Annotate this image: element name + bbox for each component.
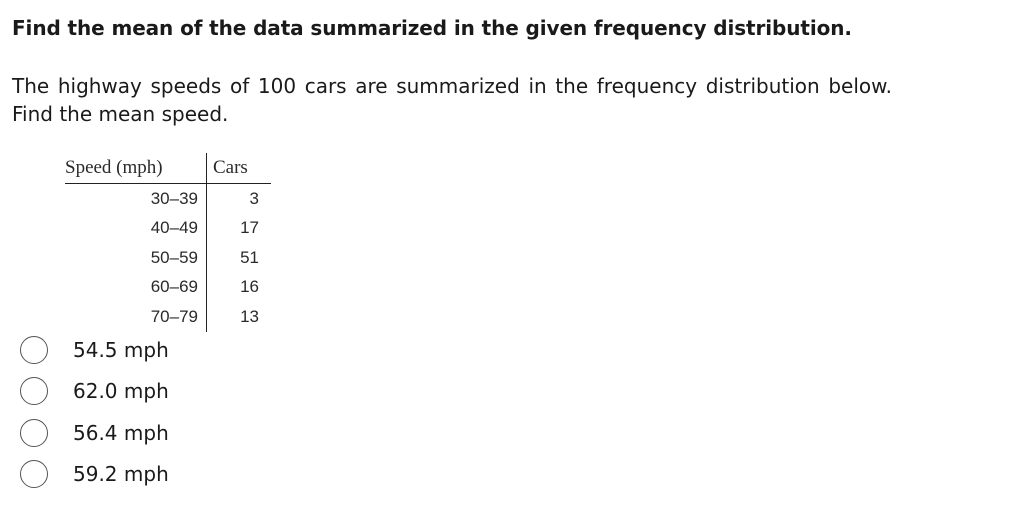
cars-cell: 17 xyxy=(240,218,259,238)
option-label: 62.0 mph xyxy=(73,379,169,404)
speed-cell: 30–39 xyxy=(65,184,207,214)
radio-button[interactable] xyxy=(20,419,48,447)
radio-button[interactable] xyxy=(20,460,48,488)
frequency-table xyxy=(65,153,271,332)
table-row xyxy=(65,273,271,303)
table-row xyxy=(65,214,271,244)
question-text: The highway speeds of 100 cars are summarized in the frequency distribution below. Find the mean speed. xyxy=(12,74,892,126)
answer-options xyxy=(20,329,169,495)
option-label: 56.4 mph xyxy=(73,420,169,445)
table-header-row xyxy=(65,153,271,184)
radio-button[interactable] xyxy=(20,377,48,405)
table-row xyxy=(65,302,271,332)
speed-cell: 40–49 xyxy=(65,214,207,244)
cars-cell: 16 xyxy=(240,277,259,297)
cars-cell: 51 xyxy=(240,247,259,267)
speed-cell: 60–69 xyxy=(65,273,207,303)
answer-option-a[interactable] xyxy=(20,329,169,371)
cars-cell: 13 xyxy=(240,306,259,326)
speed-cell: 50–59 xyxy=(65,243,207,273)
question-title: Find the mean of the data summarized in the given frequency distribution. xyxy=(12,16,852,40)
answer-option-c[interactable] xyxy=(20,412,169,454)
radio-button[interactable] xyxy=(20,336,48,364)
speed-cell: 70–79 xyxy=(65,302,207,332)
answer-option-d[interactable] xyxy=(20,454,169,496)
table-row xyxy=(65,243,271,273)
option-label: 59.2 mph xyxy=(73,462,169,487)
answer-option-b[interactable] xyxy=(20,371,169,413)
cars-cell: 3 xyxy=(249,188,259,208)
header-speed: Speed (mph) xyxy=(65,153,207,184)
option-label: 54.5 mph xyxy=(73,337,169,362)
header-cars: Cars xyxy=(213,157,248,178)
table-row xyxy=(65,184,271,214)
